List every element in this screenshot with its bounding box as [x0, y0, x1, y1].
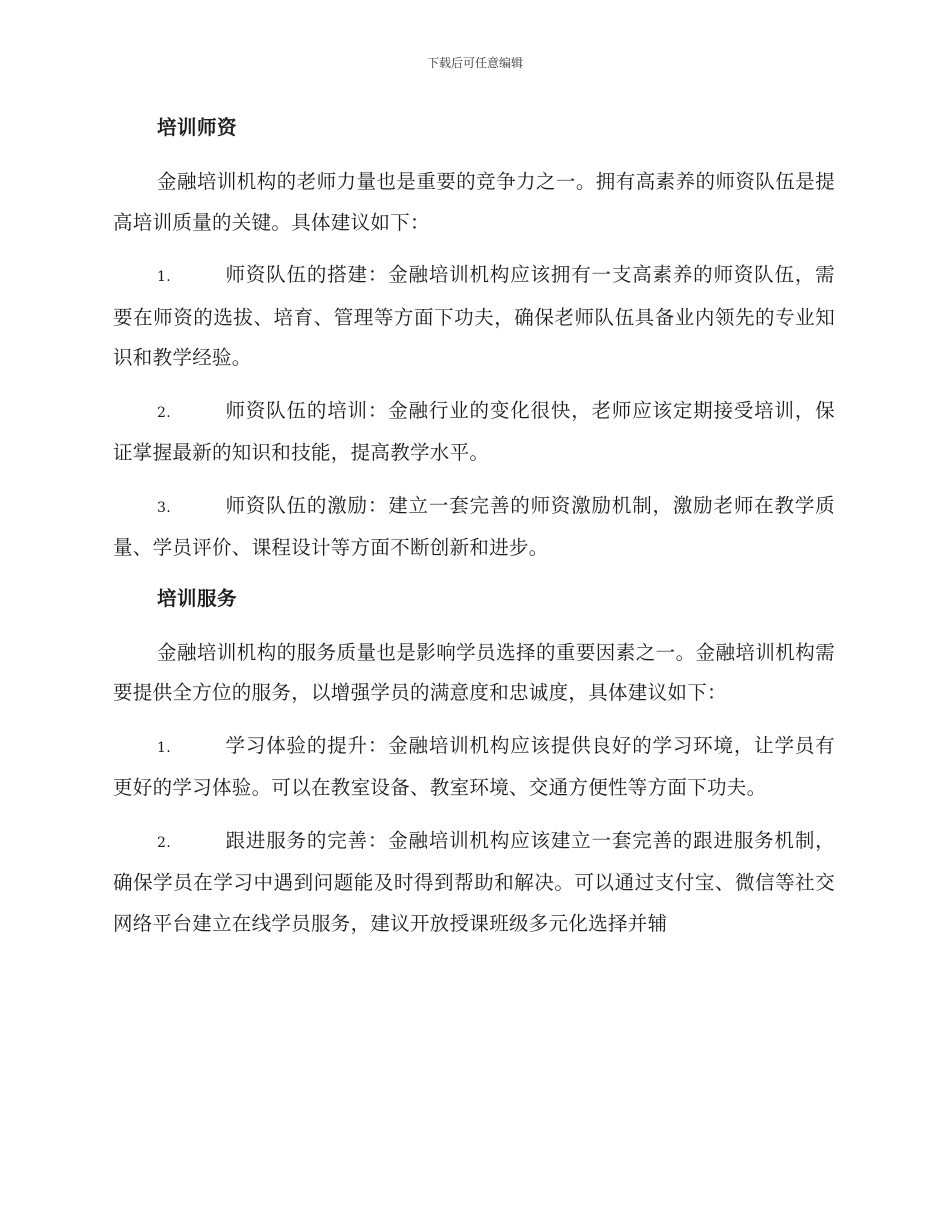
list-number: 1. — [157, 269, 171, 285]
list-item-text: 师资队伍的培训：金融行业的变化很快，老师应该定期接受培训，保证掌握最新的知识和技能，提高教学水平。 — [113, 398, 835, 464]
list-item — [113, 486, 835, 569]
list-number: 3. — [157, 499, 171, 516]
list-number: 2. — [157, 404, 171, 421]
list-item — [113, 255, 835, 379]
list-item-text: 师资队伍的搭建：金融培训机构应该拥有一支高素养的师资队伍，需要在师资的选拔、培育、管理等方面下功夫，确保老师队伍具备业内领先的专业知识和教学经验。 — [113, 263, 835, 369]
list-item — [113, 821, 835, 945]
section-heading: 培训服务 — [157, 586, 238, 610]
list-item-text: 师资队伍的激励：建立一套完善的师资激励机制，激励老师在教学质量、学员评价、课程设计等方面不断创新和进步。 — [113, 493, 835, 559]
list-number: 1. — [157, 739, 171, 756]
section-intro: 金融培训机构的老师力量也是重要的竞争力之一。拥有高素养的师资队伍是提高培训质量的关键。具体建议如下： — [113, 170, 835, 234]
list-item-text: 跟进服务的完善：金融培训机构应该建立一套完善的跟进服务机制，确保学员在学习中遇到问题能及时得到帮助和解决。可以通过支付宝、微信等社交网络平台建立在线学员服务，建议开放授课班级多元化选择并辅 — [113, 828, 835, 935]
section-heading: 培训师资 — [157, 116, 238, 139]
section-intro: 金融培训机构的服务质量也是影响学员选择的重要因素之一。金融培训机构需要提供全方位的服务，以增强学员的满意度和忠诚度，具体建议如下： — [113, 640, 835, 704]
document-body — [113, 112, 835, 956]
header-note: 下载后可任意编辑 — [426, 56, 523, 70]
list-item — [113, 391, 835, 474]
list-item — [113, 726, 835, 809]
list-number: 2. — [157, 834, 171, 851]
list-item-text: 学习体验的提升：金融培训机构应该提供良好的学习环境，让学员有更好的学习体验。可以在教室设备、教室环境、交通方便性等方面下功夫。 — [113, 733, 835, 799]
